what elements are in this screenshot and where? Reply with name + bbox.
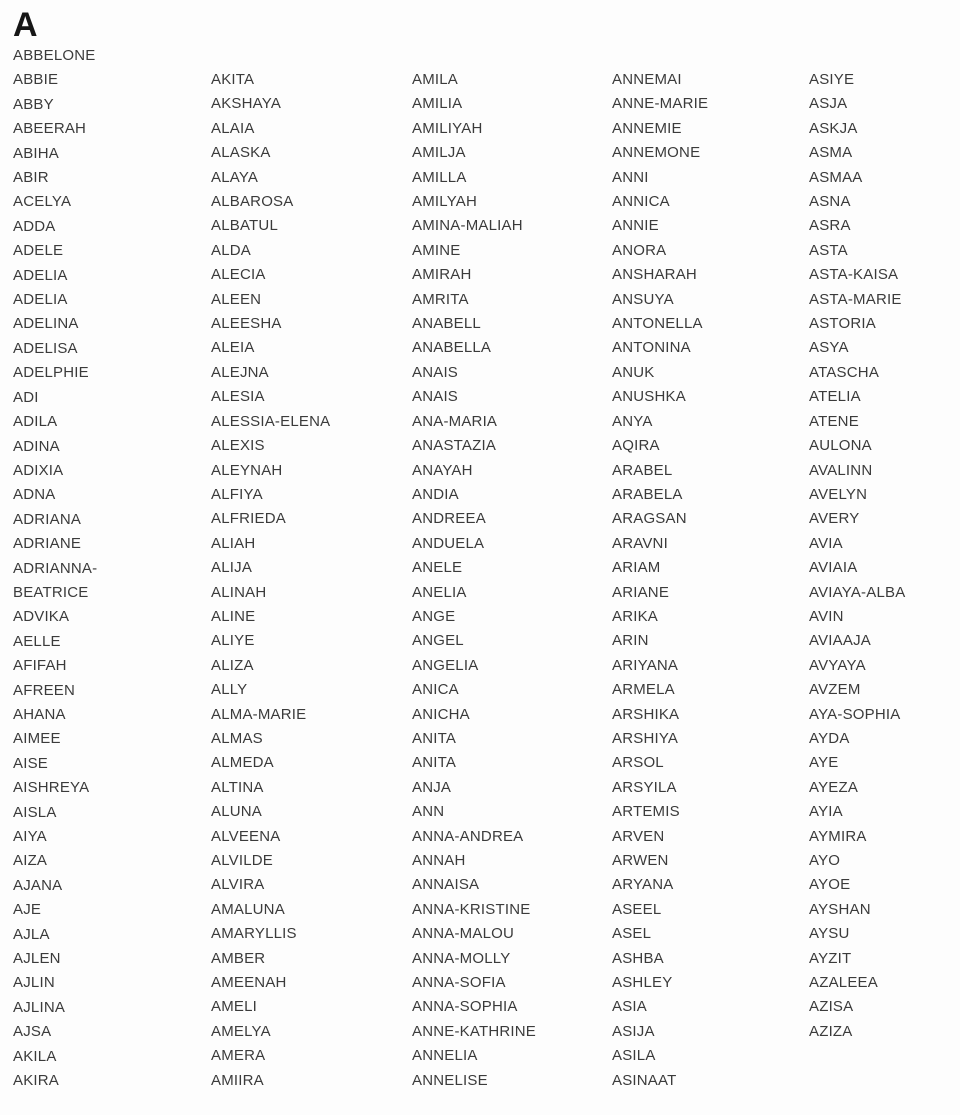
name-item: ADELISA: [13, 339, 78, 357]
name-item: ASINAAT: [612, 1071, 677, 1089]
name-item: ATELIA: [809, 388, 861, 406]
name-item: ALEXIS: [211, 437, 265, 455]
name-item: ANNA-MOLLY: [412, 949, 511, 967]
name-item: ANUK: [612, 363, 655, 381]
name-item: ANELE: [412, 559, 463, 577]
name-item: ASEL: [612, 925, 652, 943]
name-item: ANICA: [412, 681, 459, 699]
name-item: ALBATUL: [211, 217, 278, 235]
name-item: ANITA: [412, 754, 457, 772]
name-item: ALAYA: [211, 168, 259, 186]
name-item: ASJA: [809, 95, 848, 113]
name-item: ANNEMIE: [612, 119, 682, 137]
name-item: ANNIE: [612, 217, 659, 235]
name-item: ARIYANA: [612, 656, 679, 674]
name-item: ANNELISE: [412, 1071, 488, 1089]
name-item: AISLA: [13, 803, 57, 821]
name-item: ARYANA: [612, 876, 674, 894]
name-item: ASHBA: [612, 949, 664, 967]
name-item: AMELI: [211, 998, 258, 1016]
name-item: ALAIA: [211, 119, 255, 137]
name-item: ASTORIA: [809, 315, 876, 333]
name-item: ANTONELLA: [612, 315, 703, 333]
name-item: AMEENAH: [211, 974, 287, 992]
name-item: ALIZA: [211, 656, 254, 674]
name-item: ANELIA: [412, 583, 467, 601]
name-item: AZIZA: [809, 1022, 853, 1040]
name-item: AULONA: [809, 437, 872, 455]
name-column-4: [612, 68, 802, 1093]
letter-heading: A: [13, 6, 38, 44]
name-item: AIYA: [13, 828, 47, 845]
name-item: ANAIS: [412, 388, 459, 406]
name-item: ANDIA: [412, 485, 459, 503]
name-item: ALEIA: [211, 339, 255, 357]
name-item: ABIHA: [13, 144, 60, 162]
name-item: ANNA-ANDREA: [412, 827, 524, 845]
name-item: ANAIS: [412, 363, 459, 381]
name-item: AELLE: [13, 632, 61, 650]
name-item: ANICHA: [412, 705, 470, 723]
name-item: AMILIA: [412, 95, 463, 113]
name-item: ANNA-KRISTINE: [412, 900, 531, 918]
name-item: ABBIE: [13, 71, 59, 89]
name-item: AIZA: [13, 852, 48, 870]
name-item: ALFIYA: [211, 485, 263, 503]
name-item: ARWEN: [612, 852, 669, 869]
name-item: AMALUNA: [211, 900, 285, 918]
name-item: ALEJNA: [211, 363, 269, 381]
name-item: AYIA: [809, 803, 843, 821]
name-item: AJLINA: [13, 998, 66, 1016]
name-item: ARAGSAN: [612, 510, 687, 528]
name-item: ATENE: [809, 412, 859, 430]
name-item: AMERA: [211, 1047, 266, 1065]
name-item: ARIANE: [612, 583, 670, 601]
name-item: ABBY: [13, 95, 54, 113]
name-item: AVERY: [809, 510, 860, 528]
name-item: AQIRA: [612, 437, 660, 455]
name-item: ALEEN: [211, 290, 262, 308]
name-item: ADDA: [13, 217, 56, 235]
name-item: ADELPHIE: [13, 364, 89, 382]
name-item: ALINAH: [211, 583, 267, 601]
name-item: ADIXIA: [13, 461, 64, 479]
name-item: ALEESHA: [211, 315, 282, 333]
name-item: ADNA: [13, 486, 56, 504]
name-item: ATASCHA: [809, 363, 880, 381]
name-item: AJLIN: [13, 974, 55, 992]
name-item: ADINA: [13, 437, 60, 455]
name-item: ALVIRA: [211, 876, 265, 894]
name-item: ANA-MARIA: [412, 412, 498, 430]
name-item: ANNE-MARIE: [612, 95, 709, 113]
name-item: ANDREEA: [412, 510, 486, 528]
name-item: AHANA: [13, 705, 66, 723]
name-item: ARMELA: [612, 681, 675, 699]
name-item: ASKJA: [809, 119, 858, 137]
name-item: ALEYNAH: [211, 461, 283, 479]
name-item: ANITA: [412, 729, 457, 747]
name-item: AJANA: [13, 876, 63, 894]
name-item: AYO: [809, 852, 841, 869]
name-item: ANNEMONE: [612, 144, 701, 162]
name-item: AYA-SOPHIA: [809, 705, 901, 723]
name-item: ALMEDA: [211, 754, 274, 772]
name-item: ALVEENA: [211, 827, 281, 845]
name-item: ANTONINA: [612, 339, 691, 357]
name-item: ABEERAH: [13, 120, 87, 138]
name-item: ANSUYA: [612, 290, 674, 308]
name-column-1: [13, 44, 141, 1093]
name-item: ABBELONE: [13, 47, 96, 64]
name-item: ARTEMIS: [612, 803, 680, 821]
name-item: AVIAAJA: [809, 632, 871, 650]
name-item: ARSHIKA: [612, 705, 680, 723]
name-item: ASIYE: [809, 71, 855, 88]
name-item: ALECIA: [211, 266, 266, 284]
name-item: AYZIT: [809, 949, 852, 967]
name-item: AYDA: [809, 729, 850, 747]
name-item: ALTINA: [211, 778, 264, 796]
name-item: ARSOL: [612, 754, 664, 772]
name-item: ANNAISA: [412, 876, 480, 894]
name-item: ANORA: [612, 241, 667, 259]
name-item: AMILYAH: [412, 193, 478, 211]
name-item: ANYA: [612, 412, 653, 430]
name-item: ALBAROSA: [211, 193, 294, 211]
name-item: AVALINN: [809, 461, 873, 479]
name-item: AKSHAYA: [211, 95, 282, 113]
name-item: ADELIA: [13, 266, 68, 284]
name-item: ANASTAZIA: [412, 437, 497, 455]
name-item: AYMIRA: [809, 827, 867, 845]
name-item: ALASKA: [211, 144, 271, 162]
name-item: AYSHAN: [809, 900, 871, 918]
name-item: AFREEN: [13, 681, 76, 699]
name-item: ANNEMAI: [612, 71, 682, 88]
name-item: ABIR: [13, 169, 49, 187]
name-item: ANABELL: [412, 315, 481, 333]
name-column-2: [211, 68, 401, 1093]
name-item: AKIRA: [13, 1072, 60, 1090]
name-item: ALESSIA-ELENA: [211, 412, 331, 430]
name-item: ASRA: [809, 217, 851, 235]
name-item: AVELYN: [809, 485, 868, 503]
name-item: ANABELLA: [412, 339, 492, 357]
name-item: ARIAM: [612, 559, 661, 577]
name-item: ANGELIA: [412, 656, 479, 674]
name-item: AVZEM: [809, 681, 861, 699]
name-item: AZALEEA: [809, 974, 878, 992]
name-item: ANNA-SOPHIA: [412, 998, 518, 1016]
name-item: ARIKA: [612, 607, 659, 625]
name-item: ALUNA: [211, 803, 263, 821]
name-item: ASEEL: [612, 900, 662, 918]
name-item: AMILLA: [412, 168, 467, 186]
name-item: AVIA: [809, 534, 843, 552]
name-item: AMIIRA: [211, 1071, 264, 1089]
name-item: ALIAH: [211, 534, 256, 552]
name-item: AJLEN: [13, 950, 61, 968]
name-item: ANNELIA: [412, 1047, 478, 1065]
name-item: AZISA: [809, 998, 854, 1016]
name-item: AMIRAH: [412, 266, 472, 284]
name-item: AYSU: [809, 925, 850, 943]
name-item: ASNA: [809, 193, 851, 211]
name-item: ADRIANA: [13, 510, 82, 528]
name-item: ANNI: [612, 168, 649, 186]
name-item: AYOE: [809, 876, 851, 894]
name-item: ARSHIYA: [612, 729, 679, 747]
name-item: AJE: [13, 901, 42, 919]
name-item: ADRIANE: [13, 535, 82, 553]
name-item: AVYAYA: [809, 656, 866, 674]
name-item: AMINA-MALIAH: [412, 217, 523, 235]
name-item: AMILJA: [412, 144, 466, 162]
name-item: ANGE: [412, 607, 456, 625]
name-item: ADELINA: [13, 315, 79, 333]
name-item: ALESIA: [211, 388, 265, 406]
name-item: ANSHARAH: [612, 266, 697, 284]
name-item: ASTA-KAISA: [809, 266, 899, 284]
name-item: ALIJA: [211, 559, 253, 577]
name-item: ADI: [13, 388, 39, 406]
name-item: ARABEL: [612, 461, 673, 479]
name-item: ASTA-MARIE: [809, 290, 902, 308]
name-item: ASILA: [612, 1047, 656, 1065]
name-item: ALDA: [211, 241, 251, 259]
name-item: ASMAA: [809, 168, 863, 186]
name-item: ALVILDE: [211, 852, 273, 869]
name-item: ASYA: [809, 339, 849, 357]
name-item: AMILIYAH: [412, 119, 483, 137]
name-item: ARVEN: [612, 827, 665, 845]
name-item: AMILA: [412, 71, 459, 88]
name-item: ANUSHKA: [612, 388, 686, 406]
name-item: ADELE: [13, 242, 64, 260]
name-item: AVIN: [809, 607, 844, 625]
name-item: AISE: [13, 754, 48, 772]
name-item: ARAVNI: [612, 534, 668, 552]
name-item: ALLY: [211, 681, 248, 699]
name-item: AMINE: [412, 241, 461, 259]
name-column-5: [809, 68, 959, 1044]
name-item: ALMA-MARIE: [211, 705, 307, 723]
name-item: ADVIKA: [13, 608, 70, 626]
name-item: AKITA: [211, 71, 255, 88]
name-item: AMELYA: [211, 1022, 271, 1040]
name-item: AISHREYA: [13, 779, 90, 797]
name-item: ASMA: [809, 144, 853, 162]
name-item: ANNE-KATHRINE: [412, 1022, 536, 1040]
name-item: AJLA: [13, 925, 50, 943]
name-item: AVIAIA: [809, 559, 858, 577]
name-item: ASHLEY: [612, 974, 673, 992]
name-item: ALMAS: [211, 729, 263, 747]
name-item: ALFRIEDA: [211, 510, 286, 528]
name-item: ANAYAH: [412, 461, 473, 479]
name-item: ASIA: [612, 998, 647, 1016]
name-item: ANDUELA: [412, 534, 485, 552]
name-item: ANGEL: [412, 632, 464, 650]
name-item: ANNAH: [412, 852, 466, 869]
name-column-3: [412, 68, 604, 1093]
name-item: ALINE: [211, 607, 256, 625]
name-item: AKILA: [13, 1047, 57, 1065]
name-item: ADILA: [13, 413, 58, 431]
name-item: ANJA: [412, 778, 452, 796]
name-item: ANNA-MALOU: [412, 925, 515, 943]
name-item: ADELIA: [13, 291, 68, 309]
name-item: AIMEE: [13, 730, 61, 748]
name-item: AMARYLLIS: [211, 925, 297, 943]
name-item: ACELYA: [13, 193, 72, 211]
name-item: AMBER: [211, 949, 266, 967]
name-item: ARSYILA: [612, 778, 677, 796]
name-item: ASIJA: [612, 1022, 655, 1040]
name-item: ALIYE: [211, 632, 255, 650]
name-item: AJSA: [13, 1023, 52, 1041]
name-item: AVIAYA-ALBA: [809, 583, 906, 601]
name-item: ANNA-SOFIA: [412, 974, 506, 992]
name-item: ARABELA: [612, 485, 683, 503]
name-item: AYEZA: [809, 778, 859, 796]
name-item: ANN: [412, 803, 445, 821]
name-item: ASTA: [809, 241, 848, 259]
name-item: ANNICA: [612, 193, 670, 211]
name-item: ADRIANNA-BEATRICE: [13, 559, 98, 601]
name-item: ARIN: [612, 632, 649, 650]
name-item: AFIFAH: [13, 657, 67, 675]
name-item: AMRITA: [412, 290, 469, 308]
name-item: AYE: [809, 754, 839, 772]
